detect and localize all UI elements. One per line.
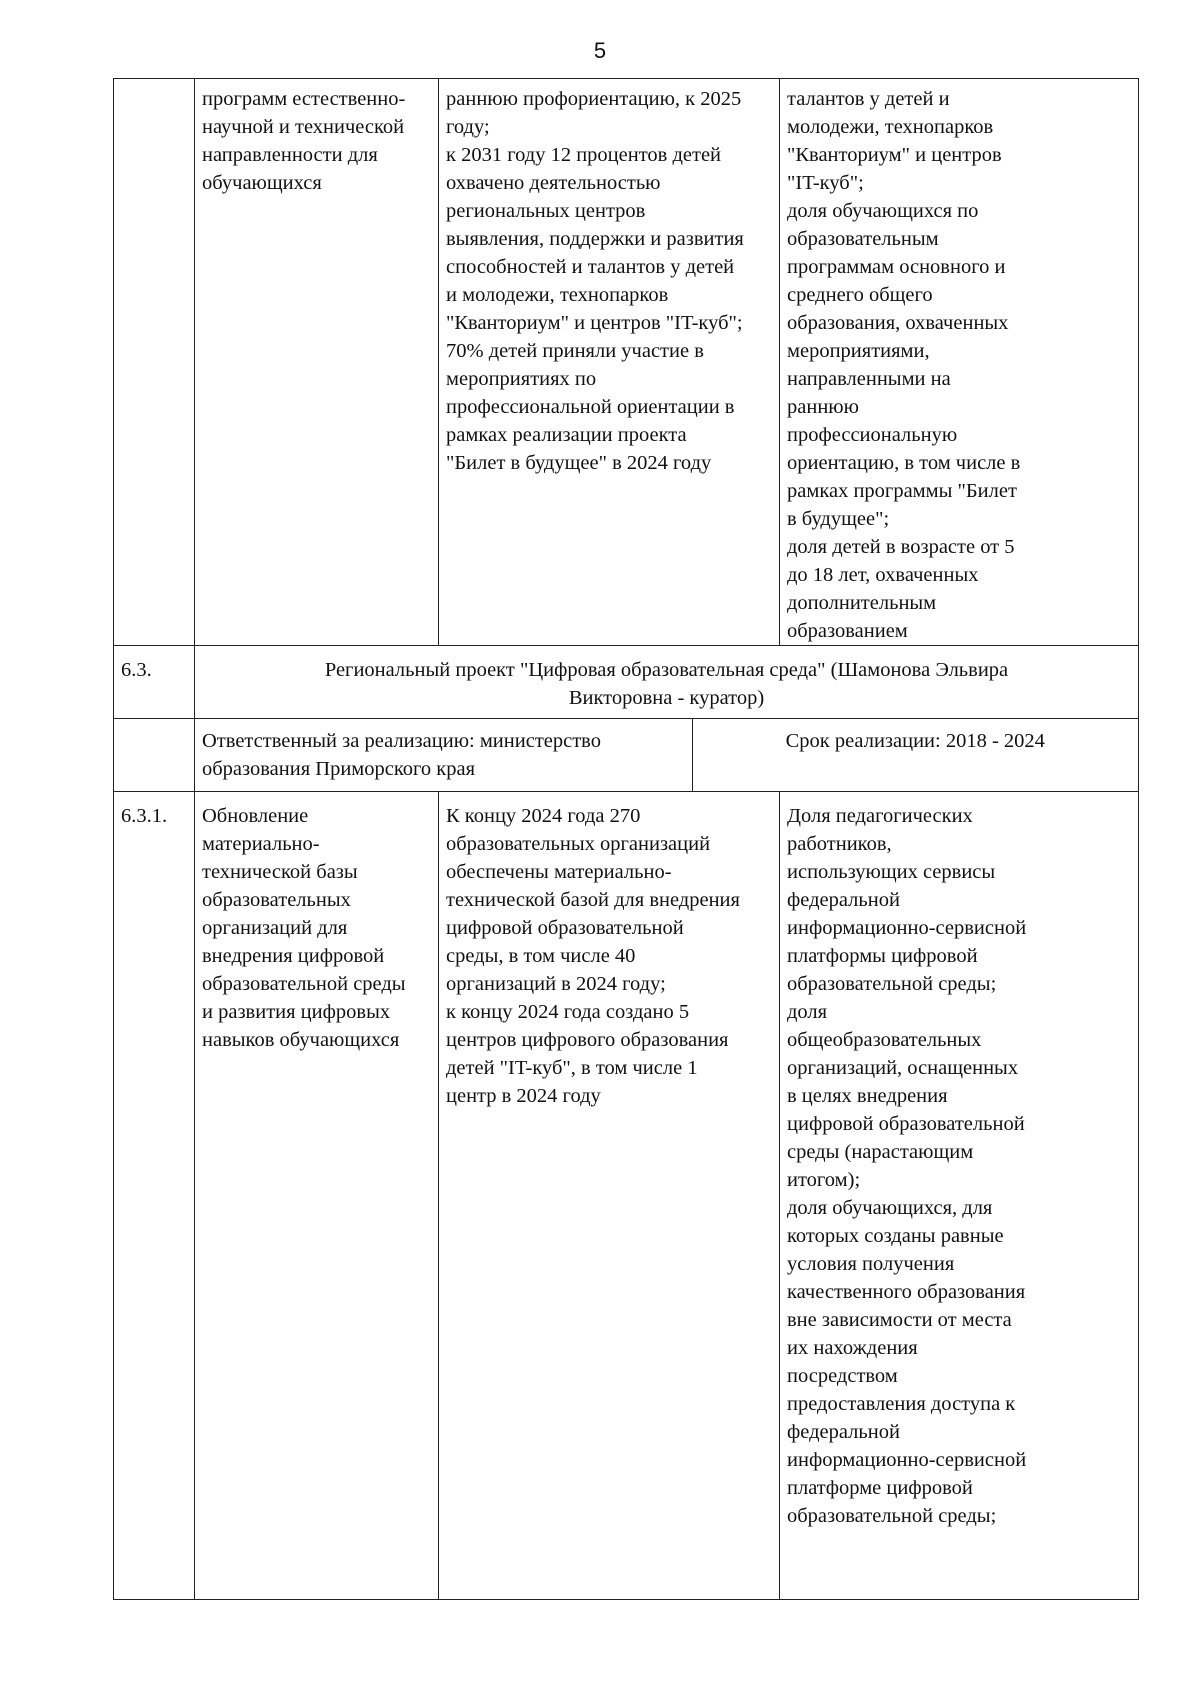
activity-text: программ естественно- научной и технической направленности для обучающихся <box>202 88 406 194</box>
task-activity-text: Обновление материально- технической базы образовательных организаций для внедрения цифровой образовательной среды и развития цифровых навыков обучающихся <box>202 805 406 1051</box>
period-cell <box>692 719 1138 791</box>
activity-cell <box>195 79 439 646</box>
project-title: Региональный проект "Цифровая образовательная среда" (Шамонова Эльвира Викторовна - куратор) <box>324 659 1009 709</box>
page-number: 5 <box>593 38 607 63</box>
responsible-label-cell <box>195 719 692 791</box>
task-indicator-cell <box>780 792 1139 1600</box>
number-cell <box>114 79 195 646</box>
responsible-inner-table <box>195 719 1138 791</box>
indicator-cell <box>780 79 1139 646</box>
project-number-cell <box>114 646 195 719</box>
task-result-text: К концу 2024 года 270 образовательных организаций обеспечены материально- технической базой для внедрения цифровой образовательной среды, в том числе 40 организаций в 2024 году; к концу 2024 года создано 5 центров цифрового образования детей "IT-куб", в том числе 1 центр в 2024 году <box>446 805 740 1107</box>
task-number: 6.3.1. <box>121 805 168 827</box>
program-table <box>113 78 1139 1600</box>
project-title-cell <box>195 646 1139 719</box>
table-row-responsible <box>114 719 1139 792</box>
implementation-period: Срок реализации: 2018 - 2024 <box>785 730 1045 752</box>
indicator-text: талантов у детей и молодежи, технопарков "Кванториум" и центров "IT-куб"; доля обучающихся по образовательным программам основного и среднего общего образования, охваченных мероприятиями, направленными на раннюю профессиональную ориентацию, в том числе в рамках программы "Билет в будущее"; доля детей в возрасте от 5 до 18 лет, охваченных дополнительным образованием <box>787 88 1021 642</box>
table-row-task <box>114 792 1139 1600</box>
table-row-continuation <box>114 79 1139 646</box>
task-activity-cell <box>195 792 439 1600</box>
project-number: 6.3. <box>121 659 152 681</box>
task-result-cell <box>439 792 780 1600</box>
result-cell <box>439 79 780 646</box>
task-indicator-text: Доля педагогических работников, использующих сервисы федеральной информационно-сервисной платформы цифровой образовательной среды; доля общеобразовательных организаций, оснащенных в целях внедрения цифровой образовательной среды (нарастающим итогом); доля обучающихся, для которых созданы равные условия получения качественного образования вне зависимости от места их нахождения посредством предоставления доступа к федеральной информационно-сервисной платформе цифровой образовательной среды; <box>787 805 1027 1527</box>
responsible-cell <box>195 719 1139 792</box>
table-row-project <box>114 646 1139 719</box>
result-text: раннюю профориентацию, к 2025 году; к 2031 году 12 процентов детей охвачено деятельностью региональных центров выявления, поддержки и развития способностей и талантов у детей и молодежи, технопарков "Кванториум" и центров "IT-куб"; 70% детей приняли участие в мероприятиях по профессиональной ориентации в рамках реализации проекта "Билет в будущее" в 2024 году <box>446 88 744 474</box>
empty-number-cell <box>114 719 195 792</box>
task-number-cell <box>114 792 195 1600</box>
responsible-label: Ответственный за реализацию: министерство образования Приморского края <box>202 730 601 780</box>
